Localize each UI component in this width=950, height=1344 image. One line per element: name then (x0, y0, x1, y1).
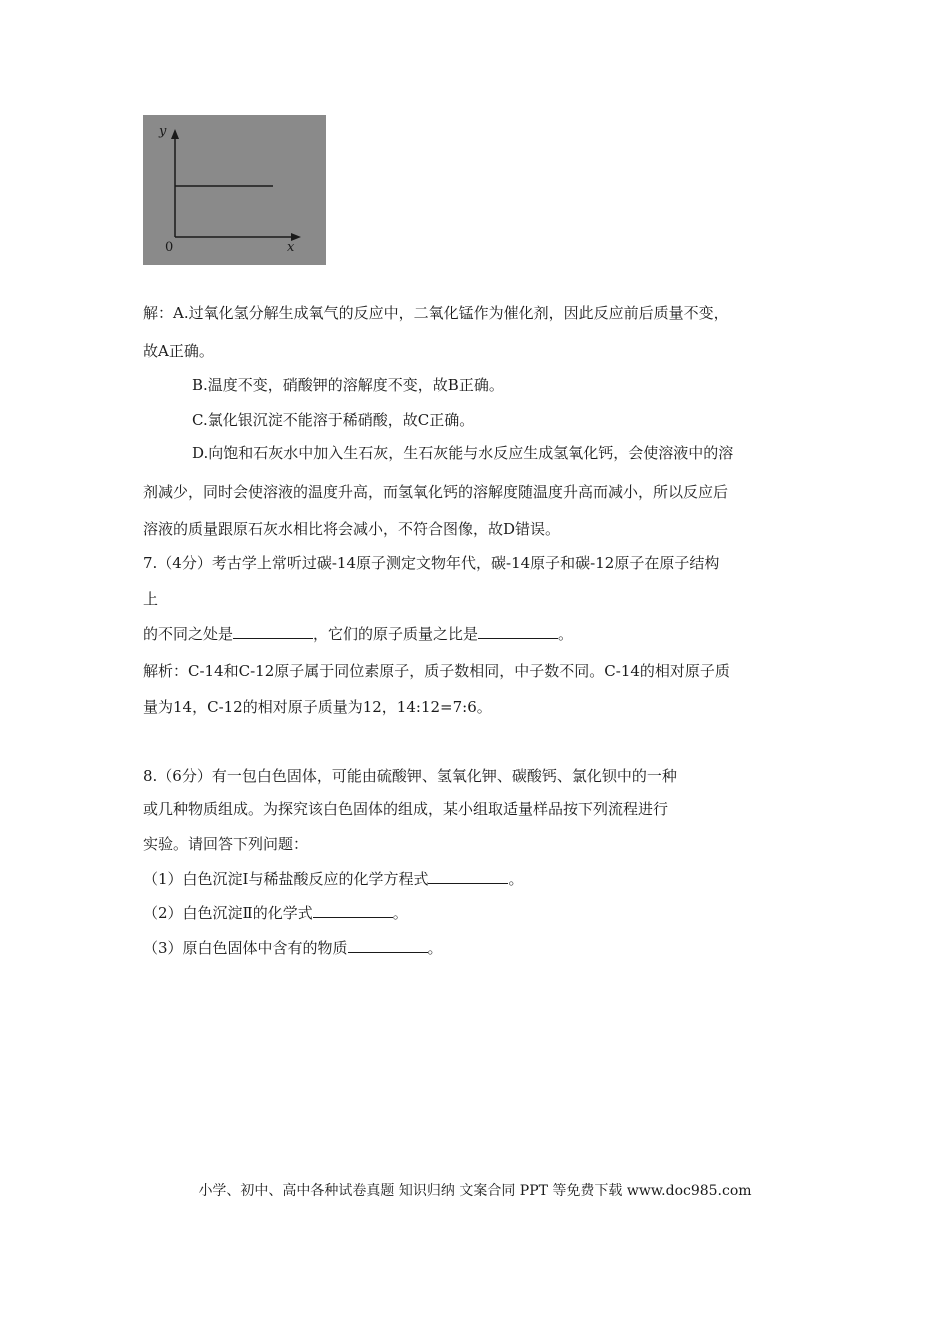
solution-b: B.温度不变，硝酸钾的溶解度不变，故B正确。 (192, 376, 504, 394)
q7-analysis-line2: 量为14，C-12的相对原子质量为12，14:12=7:6。 (143, 698, 492, 716)
solution-a-line2: 故A正确。 (143, 342, 214, 360)
y-axis-label: y (159, 124, 167, 139)
q7-analysis-line1: 解析：C-14和C-12原子属于同位素原子，质子数相同，中子数不同。C-14的相对原子质 (143, 662, 730, 680)
q8-sub2-end: 。 (392, 904, 408, 922)
q7-line3-part2: ，它们的原子质量之比是 (313, 625, 479, 643)
answer-blank[interactable] (478, 624, 558, 639)
answer-blank[interactable] (233, 624, 313, 639)
q7-line1: 7.（4分）考古学上常听过碳-14原子测定文物年代，碳-14原子和碳-12原子在原子结构 (143, 554, 720, 572)
answer-blank[interactable] (348, 938, 428, 953)
answer-blank[interactable] (428, 869, 508, 884)
q8-sub2-text: （2）白色沉淀Ⅱ的化学式 (143, 904, 313, 922)
q8-sub3-text: （3）原白色固体中含有的物质 (143, 939, 348, 957)
q8-line1: 8.（6分）有一包白色固体，可能由硫酸钾、氢氧化钾、碳酸钙、氯化钡中的一种 (143, 767, 677, 785)
q8-sub1-text: （1）白色沉淀Ⅰ与稀盐酸反应的化学方程式 (143, 870, 429, 888)
page-footer: 小学、初中、高中各种试卷真题 知识归纳 文案合同 PPT 等免费下载 www.doc985.com (198, 1183, 752, 1199)
q7-line2: 上 (143, 590, 159, 608)
q7-line3-part1: 的不同之处是 (143, 625, 234, 643)
constant-line-graph (143, 115, 326, 265)
q8-line3: 实验。请回答下列问题： (143, 835, 309, 853)
q7-line3-end: 。 (558, 625, 574, 643)
y-axis-arrow-icon (171, 129, 179, 139)
q8-sub1-end: 。 (508, 870, 524, 888)
solution-a-line1: 解：A.过氧化氢分解生成氧气的反应中，二氧化锰作为催化剂，因此反应前后质量不变， (143, 304, 729, 322)
solution-d-line2: 剂减少，同时会使溶液的温度升高，而氢氧化钙的溶解度随温度升高而减小，所以反应后 (143, 483, 729, 501)
q8-sub3-end: 。 (427, 939, 443, 957)
x-axis-label: x (287, 240, 295, 255)
answer-blank[interactable] (313, 903, 393, 918)
q7-line3 (143, 624, 573, 644)
origin-label: 0 (165, 240, 174, 255)
solution-c: C.氯化银沉淀不能溶于稀硝酸，故C正确。 (192, 411, 475, 429)
solution-d-line3: 溶液的质量跟原石灰水相比将会减小，不符合图像，故D错误。 (143, 520, 561, 538)
solution-d-line1: D.向饱和石灰水中加入生石灰，生石灰能与水反应生成氢氧化钙，会使溶液中的溶 (192, 444, 734, 462)
graph-svg (143, 115, 326, 265)
q8-sub2 (143, 903, 408, 923)
q8-sub1 (143, 869, 524, 889)
q8-sub3 (143, 938, 443, 958)
q8-line2: 或几种物质组成。为探究该白色固体的组成，某小组取适量样品按下列流程进行 (143, 800, 669, 818)
